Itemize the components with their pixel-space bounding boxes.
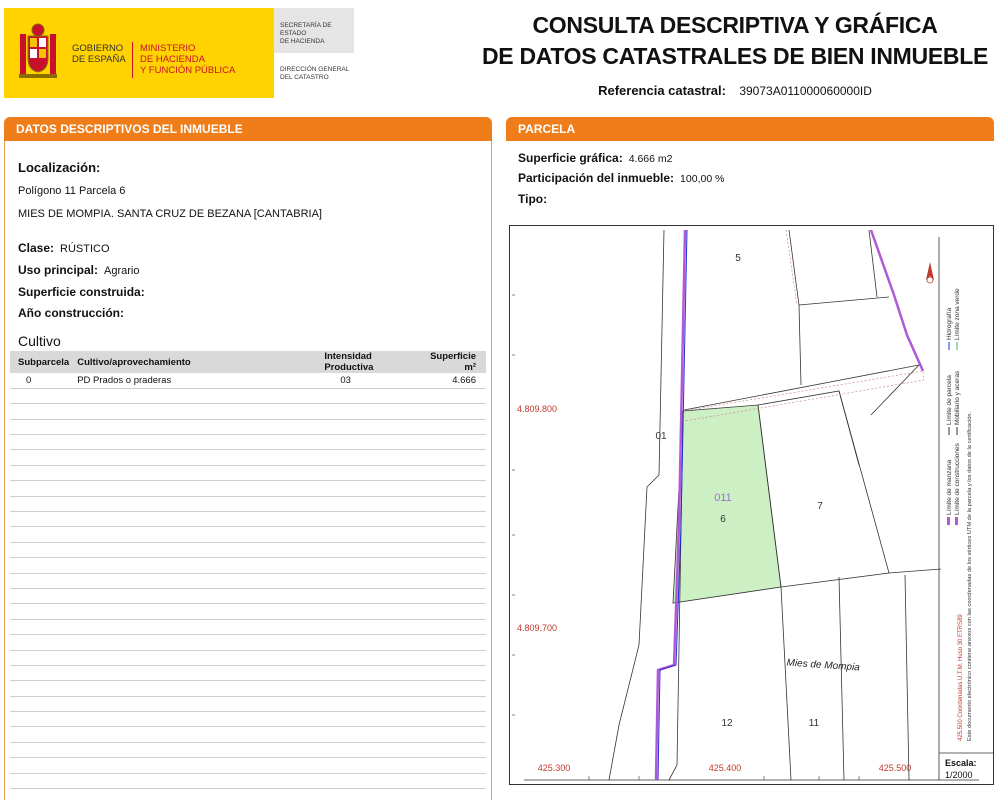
table-row-empty [10, 588, 486, 603]
table-cell [416, 758, 486, 773]
location-label: Localización: [18, 160, 101, 175]
table-cell [10, 465, 69, 480]
table-cell [69, 588, 316, 603]
table-cell [316, 496, 416, 511]
table-cell [316, 527, 416, 542]
table-cell [10, 558, 69, 573]
table-cell [316, 512, 416, 527]
table-cell [316, 573, 416, 588]
table-cell [69, 419, 316, 434]
table-cell [316, 450, 416, 465]
table-cell [69, 650, 316, 665]
type-field: Tipo: [518, 192, 548, 206]
table-row-empty [10, 619, 486, 634]
construction-year-field: Año construcción: [18, 306, 125, 320]
parcel-number: 12 [721, 718, 733, 729]
table-cell [69, 635, 316, 650]
table-row-empty [10, 742, 486, 757]
table-cell [416, 604, 486, 619]
table-cell [69, 481, 316, 496]
scale-value: 1/2000 [945, 770, 973, 780]
table-cell [416, 742, 486, 757]
main-use-field: Uso principal: Agrario [18, 263, 140, 277]
government-banner [4, 8, 274, 98]
table-row-empty [10, 450, 486, 465]
table-cell [10, 789, 69, 800]
path-boundary [786, 230, 797, 305]
block-boundary [871, 230, 923, 371]
table-cell [10, 450, 69, 465]
table-row-empty [10, 604, 486, 619]
table-cell [416, 665, 486, 680]
table-row-empty [10, 650, 486, 665]
table-row-empty [10, 404, 486, 419]
north-arrow-icon [926, 262, 934, 283]
table-cell [69, 512, 316, 527]
table-cell: 4.666 [416, 373, 486, 388]
table-header-row [10, 351, 486, 373]
ministry-name: MINISTERIO DE HACIENDA Y FUNCIÓN PÚBLICA [140, 43, 236, 76]
parcel-header: PARCELA [506, 117, 994, 141]
legal-note: Este documento electrónico contiene anexos con las coordenadas de los vértices UTM de la parcela y los datos de la certificación. [967, 411, 973, 741]
table-cell [316, 465, 416, 480]
column-header: Cultivo/aprovechamiento [69, 351, 316, 373]
table-cell [10, 696, 69, 711]
table-cell [69, 742, 316, 757]
y-coordinate-label: 4.809.700 [517, 623, 558, 633]
coat-of-arms-icon [16, 20, 60, 86]
table-cell [416, 789, 486, 800]
column-header: Intensidad Productiva [316, 351, 416, 373]
table-cell [316, 650, 416, 665]
table-cell [416, 435, 486, 450]
table-cell [316, 696, 416, 711]
table-cell [69, 404, 316, 419]
table-cell [10, 496, 69, 511]
secretariat-label: SECRETARÍA DE ESTADO DE HACIENDA [274, 8, 354, 53]
descriptive-data-header: DATOS DESCRIPTIVOS DEL INMUEBLE [4, 117, 492, 141]
table-row-empty [10, 727, 486, 742]
table-row-empty [10, 496, 486, 511]
table-cell [416, 619, 486, 634]
cadastral-map[interactable] [509, 225, 994, 785]
table-cell [416, 727, 486, 742]
table-cell [69, 558, 316, 573]
table-row-empty [10, 388, 486, 403]
table-cell [416, 496, 486, 511]
table-cell [416, 512, 486, 527]
table-cell [10, 481, 69, 496]
table-cell [69, 696, 316, 711]
location-line-1: Polígono 11 Parcela 6 [18, 185, 126, 197]
table-cell [416, 696, 486, 711]
table-cell [69, 465, 316, 480]
column-header: Superficie m² [416, 351, 486, 373]
table-cell: 03 [316, 373, 416, 388]
table-cell [416, 681, 486, 696]
table-cell [69, 727, 316, 742]
table-cell [416, 558, 486, 573]
table-cell [10, 512, 69, 527]
table-cell [416, 573, 486, 588]
table-cell [416, 481, 486, 496]
table-cell [10, 650, 69, 665]
legend-item: Mobiliario y aceras [954, 370, 961, 425]
table-cell [316, 773, 416, 788]
selected-parcel[interactable] [673, 405, 781, 603]
table-cell [416, 527, 486, 542]
table-row-empty [10, 435, 486, 450]
table-cell [10, 773, 69, 788]
table-cell [69, 712, 316, 727]
table-row-empty [10, 635, 486, 650]
table-cell [416, 542, 486, 557]
page-title: CONSULTA DESCRIPTIVA Y GRÁFICA DE DATOS CATASTRALES DE BIEN INMUEBLE [482, 12, 988, 69]
table-cell [69, 435, 316, 450]
table-cell [10, 404, 69, 419]
table-cell [316, 419, 416, 434]
table-cell [316, 619, 416, 634]
table-cell [416, 712, 486, 727]
table-row-empty [10, 696, 486, 711]
table-cell [416, 465, 486, 480]
column-header: Subparcela [10, 351, 69, 373]
table-row-empty [10, 527, 486, 542]
cultivation-title: Cultivo [18, 333, 61, 349]
table-cell [10, 573, 69, 588]
participation-field: Participación del inmueble: 100,00 % [518, 171, 725, 185]
table-row-empty [10, 558, 486, 573]
parcel-number: 6 [720, 514, 726, 525]
parcel-number: 11 [808, 718, 820, 729]
cultivation-table [10, 351, 486, 800]
table-row-empty [10, 665, 486, 680]
table-cell [316, 635, 416, 650]
table-cell [316, 742, 416, 757]
table-row-empty [10, 573, 486, 588]
table-cell [416, 635, 486, 650]
divider [132, 42, 133, 78]
cadastral-reference [480, 83, 990, 98]
table-cell [316, 558, 416, 573]
government-name: GOBIERNO DE ESPAÑA [72, 43, 126, 65]
table-cell [316, 727, 416, 742]
utm-note: 425.500 Coordenadas U.T.M. Huso 30 ETRS89 [958, 614, 964, 741]
table-cell [316, 481, 416, 496]
table-cell [316, 665, 416, 680]
table-cell [10, 527, 69, 542]
legend-item: Límite de parcela [946, 375, 953, 425]
table-cell [69, 758, 316, 773]
table-cell [316, 388, 416, 403]
legend-item: Límite zona verde [954, 288, 961, 340]
table-cell [69, 573, 316, 588]
table-cell [416, 404, 486, 419]
x-coordinate-label: 425.500 [878, 763, 912, 773]
table-row-empty [10, 542, 486, 557]
y-coordinate-label: 4.809.800 [517, 404, 558, 414]
table-cell [316, 542, 416, 557]
table-cell [316, 604, 416, 619]
legend-item: Límite de manzana [946, 459, 953, 515]
table-cell [10, 665, 69, 680]
table-row-empty [10, 712, 486, 727]
table-cell [10, 758, 69, 773]
table-row [10, 373, 486, 388]
table-cell: 0 [10, 373, 69, 388]
place-name: Mies de Mompia [786, 657, 861, 674]
table-cell [69, 665, 316, 680]
table-row-empty [10, 758, 486, 773]
table-cell [316, 435, 416, 450]
table-cell [69, 388, 316, 403]
block-boundary [656, 230, 685, 780]
table-cell [10, 681, 69, 696]
table-cell [316, 404, 416, 419]
x-coordinate-label: 425.400 [708, 763, 742, 773]
table-cell [10, 619, 69, 634]
table-cell [316, 758, 416, 773]
table-cell [69, 527, 316, 542]
table-cell [416, 388, 486, 403]
parcel-number: 7 [817, 501, 823, 512]
table-cell [416, 773, 486, 788]
table-cell [316, 789, 416, 800]
table-cell [316, 588, 416, 603]
table-cell [416, 650, 486, 665]
location-line-2: MIES DE MOMPIA. SANTA CRUZ DE BEZANA [CANTABRIA] [18, 208, 322, 220]
cadastral-reference-label: Referencia catastral: [598, 83, 726, 98]
table-cell [69, 773, 316, 788]
legend-item: Límite de construcciones [954, 443, 961, 515]
table-cell [10, 727, 69, 742]
legend-item: Hidrografía [946, 307, 953, 340]
table-cell [10, 588, 69, 603]
scale-label: Escala: [945, 758, 977, 768]
cadastral-reference-value: 39073A011000060000ID [739, 84, 872, 98]
table-cell [69, 681, 316, 696]
table-cell [69, 496, 316, 511]
table-cell [10, 635, 69, 650]
table-row-empty [10, 681, 486, 696]
table-row-empty [10, 512, 486, 527]
table-cell [10, 419, 69, 434]
table-cell [69, 619, 316, 634]
table-cell: PD Prados o praderas [69, 373, 316, 388]
table-cell [416, 450, 486, 465]
table-row-empty [10, 773, 486, 788]
table-cell [416, 588, 486, 603]
built-area-field: Superficie construida: [18, 285, 145, 299]
table-cell [416, 419, 486, 434]
table-cell [10, 435, 69, 450]
directorate-label: DIRECCIÓN GENERAL DEL CATASTRO [280, 66, 350, 81]
parcel-number: 5 [735, 253, 741, 264]
table-row-empty [10, 789, 486, 800]
table-cell [10, 742, 69, 757]
map-legend [946, 288, 973, 741]
x-coordinate-label: 425.300 [537, 763, 571, 773]
table-cell [69, 604, 316, 619]
parcel-number: 01 [655, 431, 667, 442]
table-cell [10, 542, 69, 557]
table-cell [10, 712, 69, 727]
table-cell [10, 388, 69, 403]
table-cell [316, 681, 416, 696]
parcel-number: 011 [714, 492, 732, 504]
graphic-area-field: Superficie gráfica: 4.666 m2 [518, 151, 673, 165]
table-cell [69, 789, 316, 800]
table-cell [69, 542, 316, 557]
table-row-empty [10, 419, 486, 434]
table-cell [69, 450, 316, 465]
table-cell [10, 604, 69, 619]
table-row-empty [10, 465, 486, 480]
table-cell [316, 712, 416, 727]
class-field: Clase: RÚSTICO [18, 241, 110, 255]
table-row-empty [10, 481, 486, 496]
